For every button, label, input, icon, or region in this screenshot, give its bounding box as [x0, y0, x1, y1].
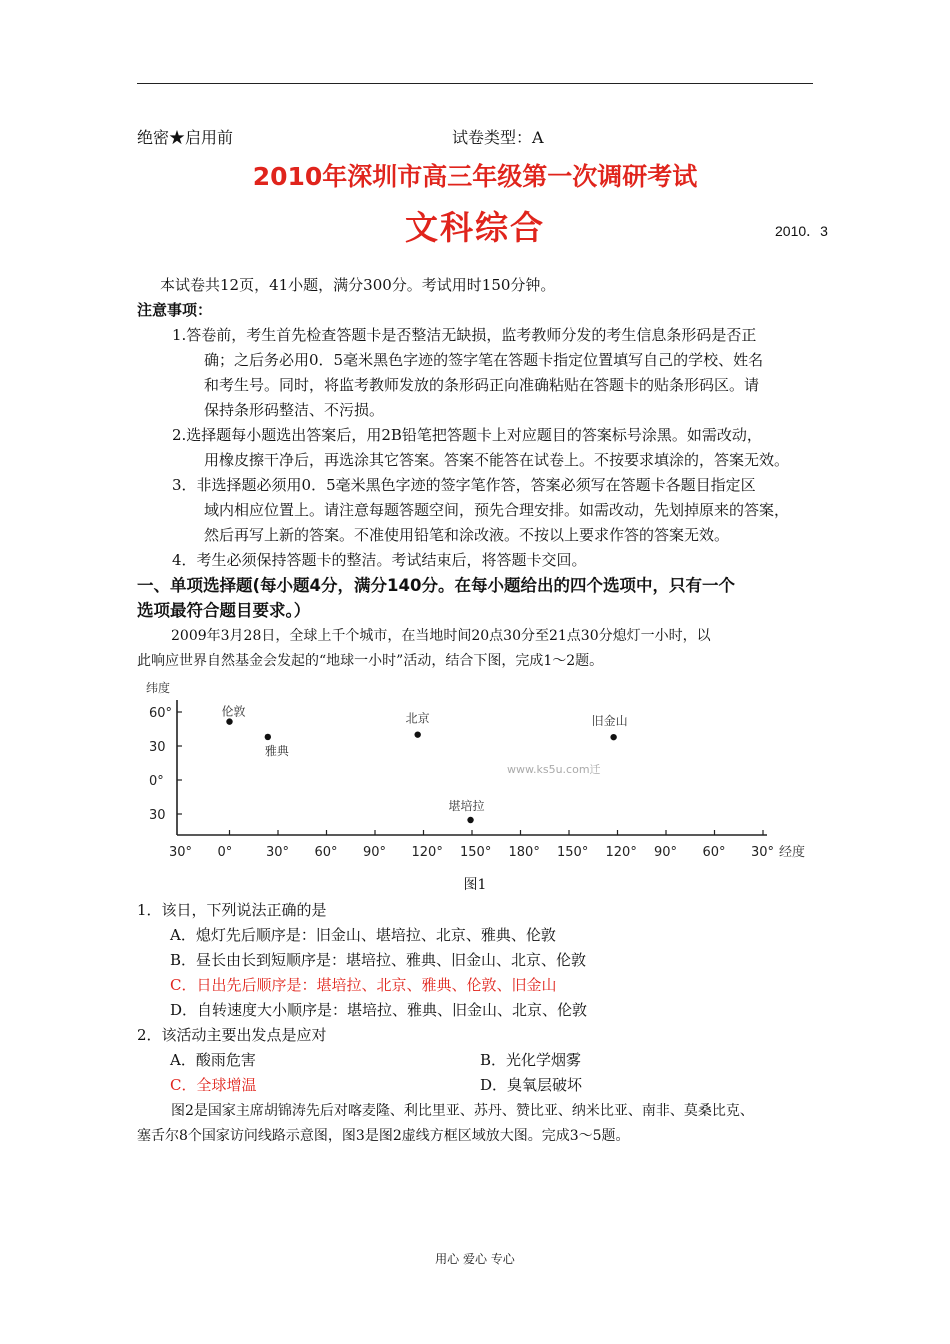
secret-label: 绝密★启用前	[137, 128, 234, 147]
intro-line: 图2是国家主席胡锦涛先后对喀麦隆、利比里亚、苏丹、赞比亚、纳米比亚、南非、莫桑比克、	[171, 1103, 754, 1119]
x-tick-label: 30°	[751, 845, 775, 860]
page-footer: 用心 爱心 专心	[435, 1252, 515, 1266]
option-d: D．臭氧层破坏	[480, 1076, 583, 1094]
exam-date: 2010．3	[775, 223, 828, 239]
watermark: www.ks5u.com迁	[507, 763, 601, 776]
notice-line: 和考生号。同时，将监考教师发放的条形码正向准确粘贴在答题卡的贴条形码区。请	[204, 376, 760, 394]
paper-type: 试卷类型：A	[452, 128, 544, 147]
figure-1-caption: 图1	[463, 877, 487, 893]
x-tick-label: 60°	[314, 845, 338, 860]
city-point	[610, 734, 616, 740]
notice-line: 保持条形码整洁、不污损。	[204, 401, 385, 419]
city-label: 雅典	[264, 743, 289, 758]
question-intro-2	[137, 1099, 754, 1149]
x-tick-label: 90°	[363, 845, 387, 860]
notice-line: 确；之后务必用0．5毫米黑色字迹的签字笔在答题卡指定位置填写自己的学校、姓名	[204, 351, 764, 369]
question-2-stem: 2．该活动主要出发点是应对	[137, 1026, 327, 1044]
notice-item-1	[172, 323, 763, 423]
x-tick-label: 30°	[266, 845, 290, 860]
exam-title: 2010年深圳市高三年级第一次调研考试	[252, 162, 698, 191]
intro-text: 本试卷共12页，41小题，满分300分。考试用时150分钟。	[160, 276, 556, 294]
notice-line: 然后再写上新的答案。不准使用铅笔和涂改液。不按以上要求作答的答案无效。	[204, 526, 730, 544]
y-axis-label: 纬度	[146, 681, 171, 695]
notice-line: 3．非选择题必须用0．5毫米黑色字迹的签字笔作答，答案必须写在答题卡各题目指定区	[172, 476, 756, 494]
intro-line: 2009年3月28日，全球上千个城市，在当地时间20点30分至21点30分熄灯一小时，以	[171, 628, 711, 644]
city-label: 堪培拉	[448, 799, 485, 814]
city-label: 北京	[405, 711, 430, 726]
option-b: B．光化学烟雾	[480, 1051, 582, 1069]
section-heading	[137, 573, 735, 623]
intro-line: 此响应世界自然基金会发起的“地球一小时”活动，结合下图，完成1～2题。	[137, 653, 604, 669]
notice-line: 用橡皮擦干净后，再选涂其它答案。答案不能答在试卷上。不按要求填涂的，答案无效。	[204, 451, 790, 469]
y-tick-label: 30	[149, 740, 166, 755]
notice-line: 域内相应位置上。请注意每题答题空间，预先合理安排。如需改动，先划掉原来的答案，	[204, 501, 790, 519]
y-tick-label: 0°	[149, 774, 164, 789]
x-tick-label: 120°	[605, 845, 637, 860]
top-rule	[137, 83, 813, 84]
option-b: B．昼长由长到短顺序是：堪培拉、雅典、旧金山、北京、伦敦	[170, 951, 587, 969]
figure-1-map	[137, 676, 827, 866]
y-tick-label: 60°	[149, 706, 173, 721]
notice-item-4: 4．考生必须保持答题卡的整洁。考试结束后，将答题卡交回。	[172, 551, 587, 569]
notice-line: 2.选择题每小题选出答案后，用2B铅笔把答题卡上对应题目的答案标号涂黑。如需改动，	[172, 426, 762, 444]
notice-heading: 注意事项：	[137, 301, 213, 319]
intro-line: 塞舌尔8个国家访问线路示意图，图3是图2虚线方框区域放大图。完成3～5题。	[137, 1128, 630, 1144]
city-label: 旧金山	[591, 714, 628, 729]
x-tick-label: 30°	[169, 845, 193, 860]
option-a: A．酸雨危害	[170, 1051, 256, 1069]
notice-item-2	[172, 423, 789, 473]
city-point	[414, 731, 420, 737]
section-line: 一、单项选择题(每小题4分，满分140分。在每小题给出的四个选项中，只有一个	[137, 576, 735, 595]
question-intro-1	[137, 624, 711, 674]
city-point	[226, 718, 232, 724]
option-a: A．熄灯先后顺序是：旧金山、堪培拉、北京、雅典、伦敦	[170, 926, 556, 944]
option-d: D．自转速度大小顺序是：堪培拉、雅典、旧金山、北京、伦敦	[170, 1001, 588, 1019]
y-tick-label: 30	[149, 808, 166, 823]
section-line: 选项最符合题目要求。）	[137, 601, 311, 620]
question-1	[137, 898, 587, 1023]
subject-title: 文科综合	[405, 208, 545, 247]
city-label: 伦敦	[221, 704, 246, 719]
x-axis-label: 经度	[779, 845, 806, 860]
notice-item-3	[172, 473, 789, 548]
option-c-answer: C．全球增温	[170, 1076, 257, 1094]
x-tick-label: 150°	[460, 845, 492, 860]
city-point	[467, 817, 473, 823]
x-tick-label: 150°	[557, 845, 589, 860]
question-stem: 1．该日，下列说法正确的是	[137, 901, 327, 919]
notice-line: 1.答卷前，考生首先检查答题卡是否整洁无缺损，监考教师分发的考生信息条形码是否正	[172, 326, 757, 344]
option-c-answer: C．日出先后顺序是：堪培拉、北京、雅典、伦敦、旧金山	[170, 976, 557, 994]
x-tick-label: 180°	[508, 845, 540, 860]
x-tick-label: 120°	[411, 845, 443, 860]
city-point	[265, 734, 271, 740]
x-tick-label: 90°	[654, 845, 678, 860]
x-tick-label: 60°	[702, 845, 726, 860]
x-tick-label: 0°	[217, 845, 233, 860]
